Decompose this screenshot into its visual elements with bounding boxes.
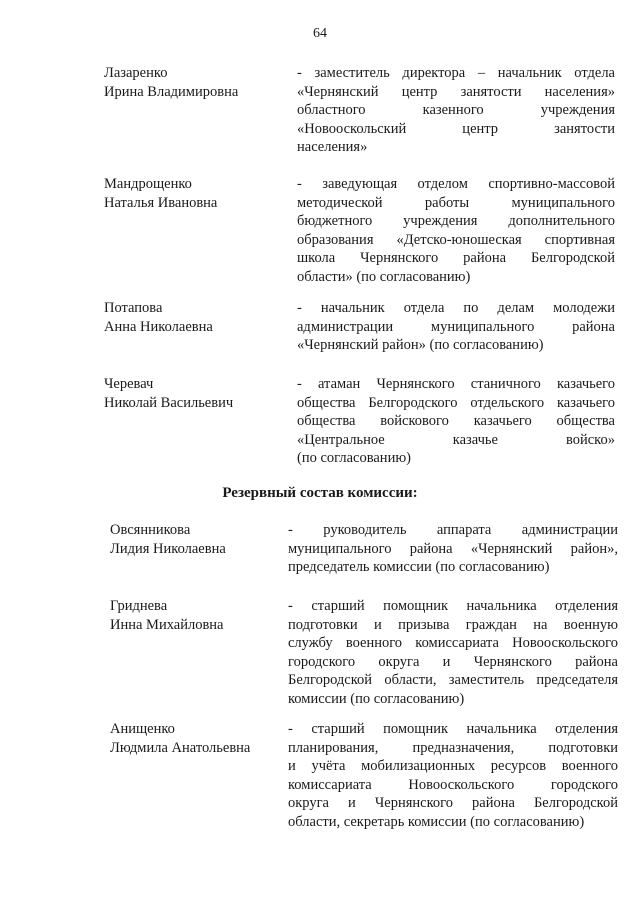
role-line: «Чернянский центр занятости населения»	[297, 83, 615, 100]
role-line: бюджетного учреждения дополнительного	[297, 213, 615, 229]
role-line: областного казенного учреждения	[297, 102, 615, 118]
role-line: - начальник отдела по делам молодежи	[297, 300, 615, 316]
given-names: Ирина Владимировна	[104, 83, 239, 100]
role-line: методической работы муниципального	[297, 194, 615, 211]
member-role	[297, 299, 615, 355]
role-line: - старший помощник начальника отделения	[288, 598, 618, 614]
role-line: председатель комиссии (по согласованию)	[288, 559, 550, 575]
member-role	[288, 521, 618, 577]
role-line: населения»	[297, 139, 368, 155]
surname: Овсянникова	[110, 522, 191, 538]
role-line: комиссии (по согласованию)	[288, 690, 465, 707]
role-line: - заместитель директора – начальник отдела	[297, 65, 615, 81]
member-name	[104, 64, 284, 101]
given-names: Лидия Николаевна	[110, 540, 226, 557]
given-names: Анна Николаевна	[104, 318, 213, 335]
role-line: и учёта мобилизационных ресурсов военного	[288, 758, 618, 774]
member-role	[288, 597, 618, 708]
role-line: «Новооскольский центр занятости	[297, 120, 615, 137]
role-line: - руководитель аппарата администрации	[288, 522, 618, 538]
surname: Лазаренко	[104, 65, 168, 81]
role-line: «Чернянский район» (по согласованию)	[297, 337, 544, 353]
role-line: общества Белгородского отдельского казачьего	[297, 394, 615, 411]
role-line: образования «Детско-юношеская спортивная	[297, 231, 615, 248]
role-line: школа Чернянского района Белгородской	[297, 250, 615, 266]
given-names: Людмила Анатольевна	[110, 739, 251, 756]
member-name	[110, 521, 290, 558]
reserve-section-heading: Резервный состав комиссии:	[222, 485, 418, 501]
given-names: Инна Михайловна	[110, 616, 224, 633]
member-role	[297, 175, 615, 286]
role-line: «Центральное казачье войско»	[297, 431, 615, 448]
role-line: комиссариата Новооскольского городского	[288, 776, 618, 793]
role-line: подготовки и призыва граждан на военную	[288, 616, 618, 633]
member-name	[110, 720, 290, 757]
role-line: муниципального района «Чернянский район»,	[288, 540, 618, 557]
member-role	[288, 720, 618, 831]
surname: Потапова	[104, 300, 163, 316]
role-line: - заведующая отделом спортивно-массовой	[297, 176, 615, 192]
role-line: Белгородской области, заместитель председателя	[288, 672, 618, 688]
member-name	[104, 175, 284, 212]
surname: Анищенко	[110, 721, 175, 737]
member-name	[104, 299, 284, 336]
member-role	[297, 375, 615, 468]
member-role	[297, 64, 615, 157]
surname: Черевач	[104, 376, 154, 392]
role-line: - старший помощник начальника отделения	[288, 721, 618, 737]
given-names: Наталья Ивановна	[104, 194, 218, 211]
role-line: планирования, предназначения, подготовки	[288, 739, 618, 756]
surname: Гриднева	[110, 598, 168, 614]
role-line: области» (по согласованию)	[297, 268, 471, 285]
role-line: общества войскового казачьего общества	[297, 413, 615, 429]
role-line: - атаман Чернянского станичного казачьего	[297, 376, 615, 392]
member-name	[110, 597, 290, 634]
page-number: 64	[313, 26, 327, 41]
role-line: округа и Чернянского района Белгородской	[288, 795, 618, 811]
role-line: службу военного комиссариата Новооскольского	[288, 635, 618, 651]
surname: Мандрощенко	[104, 176, 192, 192]
role-line: (по согласованию)	[297, 450, 411, 466]
given-names: Николай Васильевич	[104, 394, 234, 411]
role-line: городского округа и Чернянского района	[288, 653, 618, 670]
member-name	[104, 375, 284, 412]
role-line: администрации муниципального района	[297, 318, 615, 335]
role-line: области, секретарь комиссии (по согласованию)	[288, 813, 585, 830]
